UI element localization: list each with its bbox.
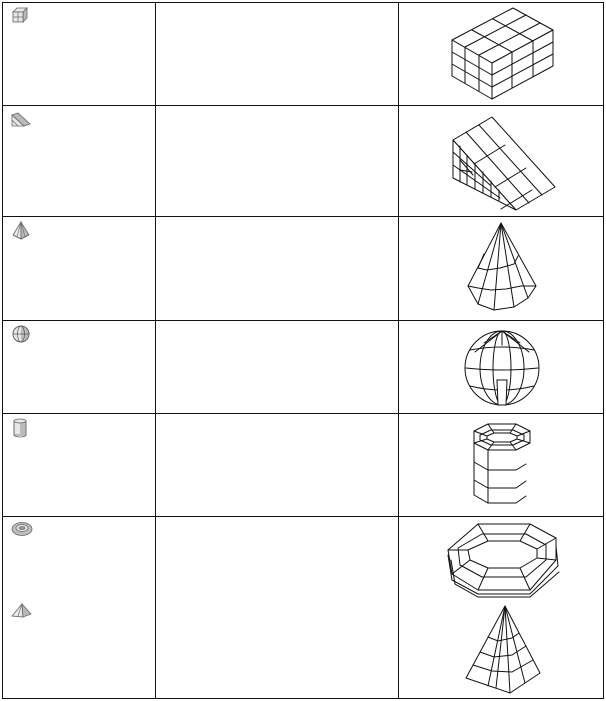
row-divider-1 bbox=[2, 105, 604, 106]
pyramid-mesh-icon bbox=[10, 603, 34, 619]
cylinder-mesh-icon bbox=[12, 418, 28, 438]
torus-mesh-drawing bbox=[444, 520, 564, 595]
table-border-top bbox=[2, 2, 604, 3]
torus-mesh-icon bbox=[10, 520, 34, 538]
cylinder-mesh-drawing bbox=[468, 420, 536, 510]
cone-mesh-drawing bbox=[460, 220, 545, 315]
row-divider-4 bbox=[2, 413, 604, 414]
pyramid-mesh-drawing bbox=[460, 602, 546, 697]
row-divider-5 bbox=[2, 516, 604, 517]
cone-mesh-icon bbox=[10, 221, 32, 241]
sphere-mesh-drawing bbox=[462, 328, 542, 410]
box-mesh-icon bbox=[11, 6, 29, 24]
box-mesh-drawing bbox=[440, 5, 560, 100]
column-divider-1 bbox=[155, 2, 156, 699]
row-divider-3 bbox=[2, 320, 604, 321]
column-divider-2 bbox=[398, 2, 399, 699]
table-border-left bbox=[2, 2, 3, 699]
sphere-mesh-icon bbox=[11, 324, 31, 344]
table-border-right bbox=[603, 2, 604, 699]
row-divider-2 bbox=[2, 216, 604, 217]
table-border-bottom bbox=[2, 698, 604, 699]
wedge-mesh-drawing bbox=[440, 110, 565, 215]
wedge-mesh-icon bbox=[10, 111, 32, 129]
